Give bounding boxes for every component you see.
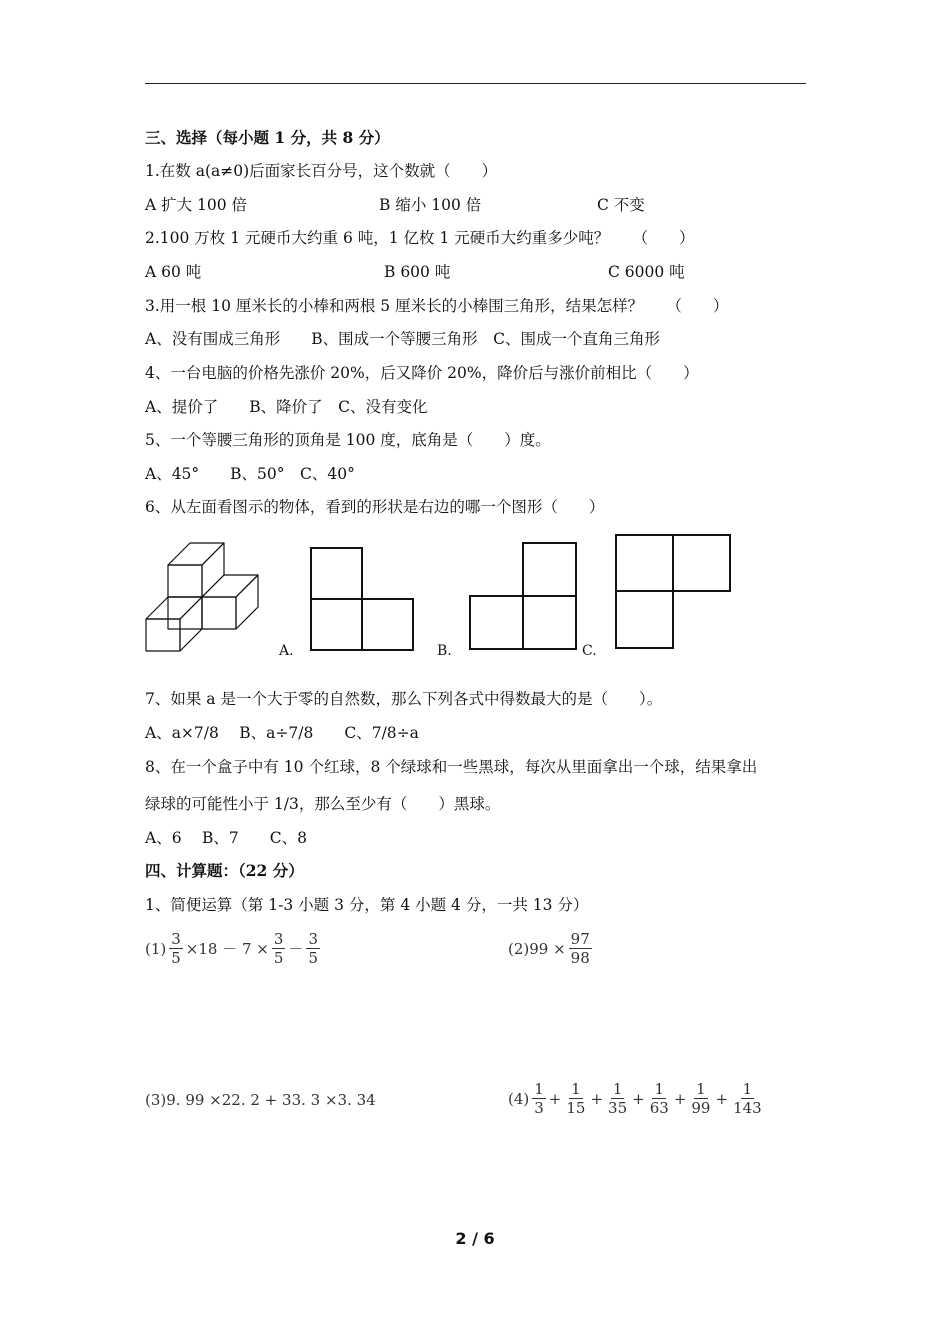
problem-4: (4) $\frac{1}{3}$ + $\frac{1}{15}$ + $\frac{1}{35}$ + $\frac{1}{63}$ + $\frac{1}{99}$ + $\frac{1}{143}$ xyxy=(508,1080,762,1117)
cube-left-top xyxy=(146,597,202,619)
page-number: 2 / 6 xyxy=(455,1229,495,1248)
cube-right-front xyxy=(202,597,236,629)
q5-stem: 5、一个等腰三角形的顶角是 100 度，底角是（ ）度。 xyxy=(145,431,551,449)
calc-subheading: 1、简便运算（第 1-3 小题 3 分，第 4 小题 4 分，一共 13 分） xyxy=(145,896,589,914)
fraction: $\frac{97}{98}$ xyxy=(570,930,590,967)
q2-option-b: B 600 吨 xyxy=(384,263,451,281)
fraction: $\frac{1}{63}$ xyxy=(649,1080,669,1117)
q8-stem-line1: 8、在一个盒子中有 10 个红球，8 个绿球和一些黑球，每次从里面拿出一个球，结果拿出 xyxy=(145,758,758,776)
q4-options: A、提价了 B、降价了 C、没有变化 xyxy=(145,398,428,416)
fraction: $\frac{3}{5}$ xyxy=(308,930,318,967)
q6-stem: 6、从左面看图示的物体，看到的形状是右边的哪一个图形（ ） xyxy=(145,498,605,516)
fraction: $\frac{1}{3}$ xyxy=(534,1080,544,1117)
q8-stem-line2: 绿球的可能性小于 1/3，那么至少有（ ）黑球。 xyxy=(145,795,501,813)
cube-stack-figure xyxy=(140,535,270,660)
problem-2: (2)99 × $\frac{97}{98}$ xyxy=(508,930,590,967)
fraction: $\frac{1}{99}$ xyxy=(691,1080,711,1117)
q5-options: A、45° B、50° C、40° xyxy=(145,465,355,483)
cube-right-side xyxy=(236,575,258,629)
fraction: $\frac{1}{143}$ xyxy=(733,1080,762,1117)
q7-options: A、a×7/8 B、a÷7/8 C、7/8÷a xyxy=(145,724,419,742)
problem-1: (1) $\frac{3}{5}$ ×18 － 7 × $\frac{3}{5}$ － $\frac{3}{5}$ xyxy=(145,930,318,967)
shape-option-b xyxy=(467,540,579,652)
label-option-c: C. xyxy=(582,643,597,659)
cube-top-side xyxy=(202,543,224,597)
fraction: $\frac{1}{15}$ xyxy=(566,1080,586,1117)
cube-left-side xyxy=(180,597,202,651)
q2-option-c: C 6000 吨 xyxy=(608,263,685,281)
q1-stem: 1.在数 a(a≠0)后面家长百分号，这个数就（ ） xyxy=(145,162,498,180)
q8-options: A、6 B、7 C、8 xyxy=(145,829,307,847)
q4-stem: 4、一台电脑的价格先涨价 20%，后又降价 20%，降价后与涨价前相比（ ） xyxy=(145,364,699,382)
problem-3: (3)9. 99 ×22. 2 + 33. 3 ×3. 34 xyxy=(145,1091,376,1109)
q3-options: A、没有围成三角形 B、围成一个等腰三角形 C、围成一个直角三角形 xyxy=(145,330,660,348)
section4-heading: 四、计算题：（22 分） xyxy=(145,861,304,880)
cube-top-front xyxy=(168,565,202,597)
fraction: $\frac{1}{35}$ xyxy=(608,1080,628,1117)
shape-option-a xyxy=(308,545,416,653)
q1-option-b: B 缩小 100 倍 xyxy=(379,196,482,214)
q1-option-a: A 扩大 100 倍 xyxy=(145,196,248,214)
label-option-b: B. xyxy=(437,643,452,659)
header-rule xyxy=(145,83,806,84)
q3-stem: 3.用一根 10 厘米长的小棒和两根 5 厘米长的小棒围三角形，结果怎样？ （ ） xyxy=(145,297,729,315)
section3-heading: 三、选择（每小题 1 分，共 8 分） xyxy=(145,128,390,147)
cube-left-front xyxy=(146,619,180,651)
cube-right-top xyxy=(202,575,258,597)
fraction: $\frac{3}{5}$ xyxy=(273,930,284,967)
q2-stem: 2.100 万枚 1 元硬币大约重 6 吨，1 亿枚 1 元硬币大约重多少吨？ （ ） xyxy=(145,229,695,247)
q7-stem: 7、如果 a 是一个大于零的自然数，那么下列各式中得数最大的是（ ）。 xyxy=(145,690,663,708)
q1-option-c: C 不变 xyxy=(597,196,645,214)
shape-option-c xyxy=(612,532,734,652)
label-option-a: A. xyxy=(279,643,294,659)
fraction: $\frac{3}{5}$ xyxy=(171,930,181,967)
q2-option-a: A 60 吨 xyxy=(145,263,202,281)
cube-top-top xyxy=(168,543,224,565)
